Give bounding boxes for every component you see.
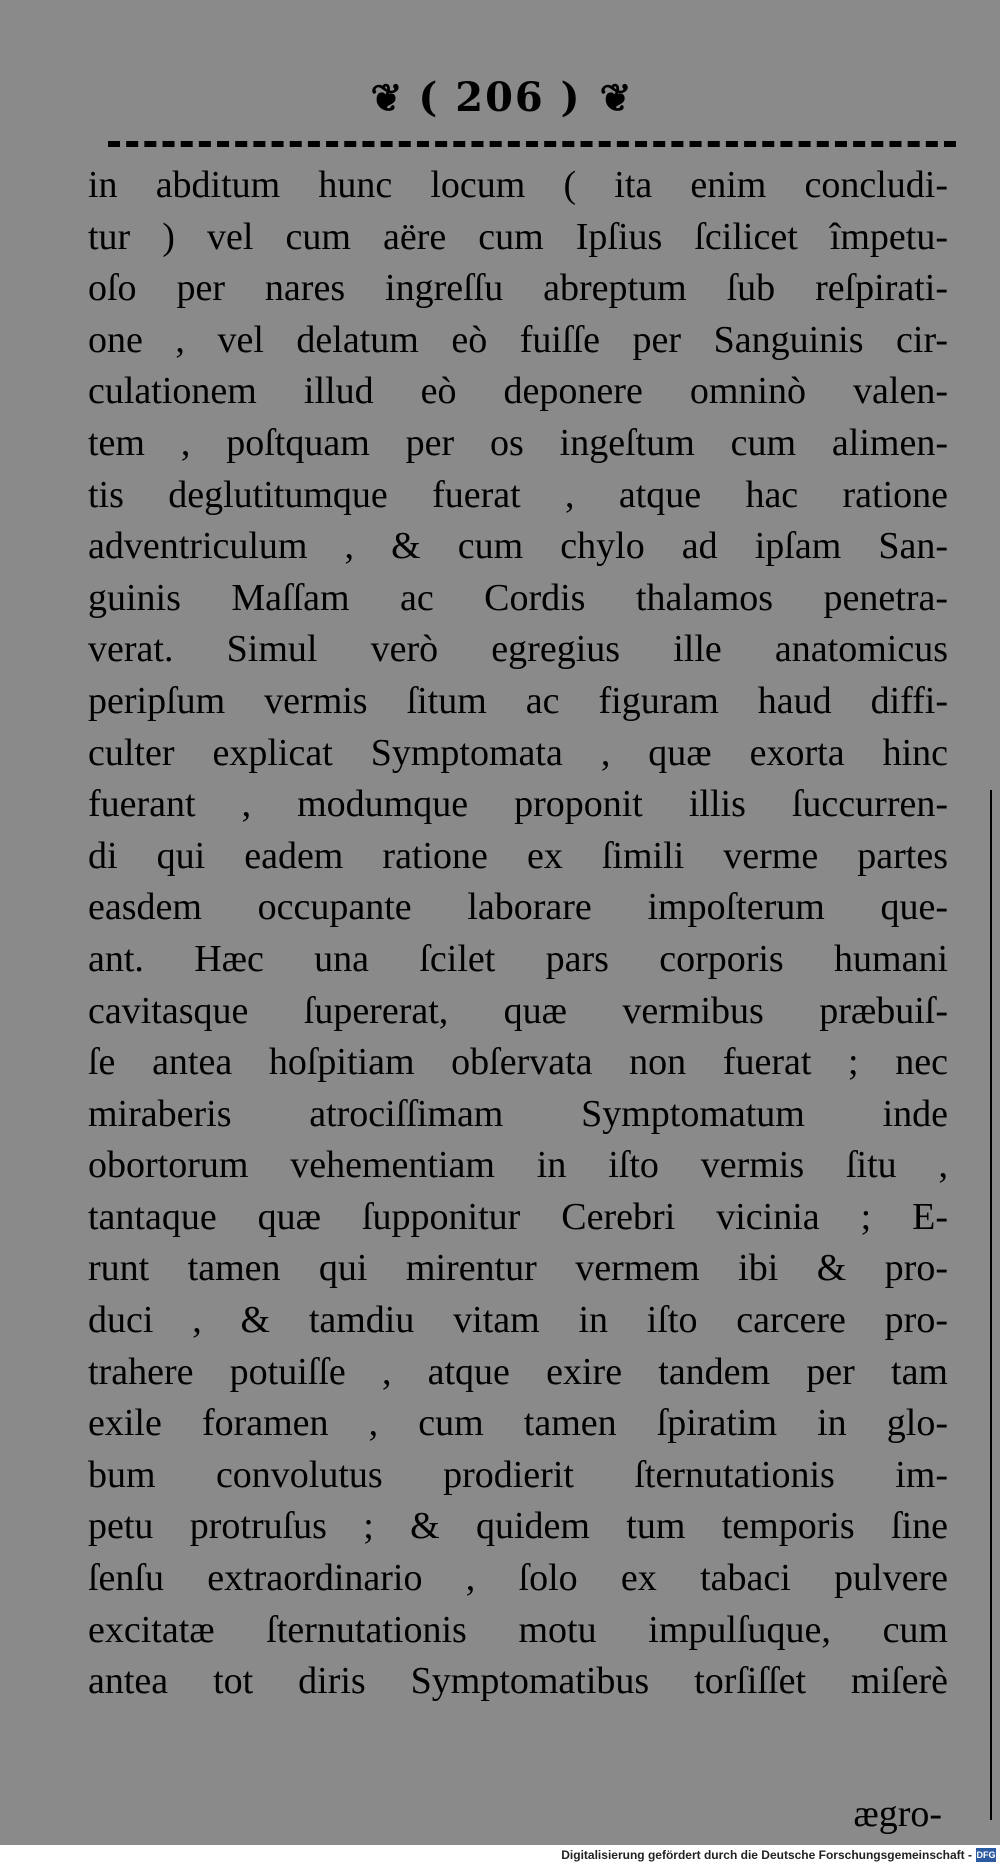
text-line: ant. Hæc una ſcilet pars corporis humani [88, 937, 948, 980]
text-line: duci , & tamdiu vitam in iſto carcere pro- [88, 1299, 948, 1342]
footer-credit: Digitalisierung gefördert durch die Deutsche Forschungsgemeinschaft - [561, 1848, 972, 1862]
text-line: cavitasque ſupererat, quæ vermibus præbuiſ- [88, 989, 948, 1032]
text-line: oſo per nares ingreſſu abreptum ſub reſpirati- [88, 267, 948, 310]
text-line: culationem illud eò deponere omninò valen- [88, 370, 948, 413]
text-line: bum convolutus prodierit ſternutationis im- [88, 1453, 948, 1496]
page-header [0, 74, 1000, 134]
text-line: runt tamen qui mirentur vermem ibi & pro- [88, 1247, 948, 1290]
text-line: tem , poſtquam per os ingeſtum cum alimen- [88, 421, 948, 464]
text-line: tur ) vel cum aëre cum Ipſius ſcilicet împetu- [88, 215, 948, 258]
text-line: exile foramen , cum tamen ſpiratim in glo- [88, 1402, 948, 1445]
text-line: fuerant , modumque proponit illis ſuccurren- [88, 783, 948, 826]
text-line: ſe antea hoſpitiam obſervata non fuerat ; nec [88, 1041, 948, 1084]
text-line: easdem occupante laborare impoſterum que- [88, 886, 948, 929]
dfg-logo-icon: DFG [976, 1850, 996, 1860]
text-line: antea tot diris Symptomatibus torſiſſet miſerè [88, 1660, 948, 1703]
text-line: adventriculum , & cum chylo ad ipſam San- [88, 525, 948, 568]
text-line: trahere potuiſſe , atque exire tandem per tam [88, 1350, 948, 1393]
ornament-left-icon: ❦ [370, 75, 401, 120]
text-line: in abditum hunc locum ( ita enim concludi- [88, 164, 948, 206]
text-line: peripſum vermis ſitum ac figuram haud diffi- [88, 679, 948, 722]
body-text [88, 160, 948, 1708]
text-line: excitatæ ſternutationis motu impulſuque, cum [88, 1608, 948, 1651]
text-line: tantaque quæ ſupponitur Cerebri vicinia ; E- [88, 1195, 948, 1238]
text-line: di qui eadem ratione ex ſimili verme partes [88, 834, 948, 877]
text-line: verat. Simul verò egregius ille anatomicus [88, 628, 948, 671]
text-line: miraberis atrociſſimam Symptomatum inde [88, 1092, 948, 1135]
catchword: ægro- [853, 1793, 942, 1835]
text-line: petu protruſus ; & quidem tum temporis ſine [88, 1505, 948, 1548]
page-number: ( 206 ) [418, 74, 582, 121]
text-line: guinis Maſſam ac Cordis thalamos penetra- [88, 576, 948, 619]
text-line: culter explicat Symptomata , quæ exorta hinc [88, 731, 948, 774]
text-line: ſenſu extraordinario , ſolo ex tabaci pulvere [88, 1557, 948, 1600]
footer-bar [0, 1845, 1000, 1867]
page-edge [990, 790, 992, 1820]
text-line: obortorum vehementiam in iſto vermis ſitu , [88, 1144, 948, 1187]
ornament-right-icon: ❦ [599, 75, 630, 120]
text-line: tis deglutitumque fuerat , atque hac ratione [88, 473, 948, 516]
text-line: one , vel delatum eò fuiſſe per Sanguinis cir- [88, 318, 948, 361]
header-rule [108, 141, 956, 147]
